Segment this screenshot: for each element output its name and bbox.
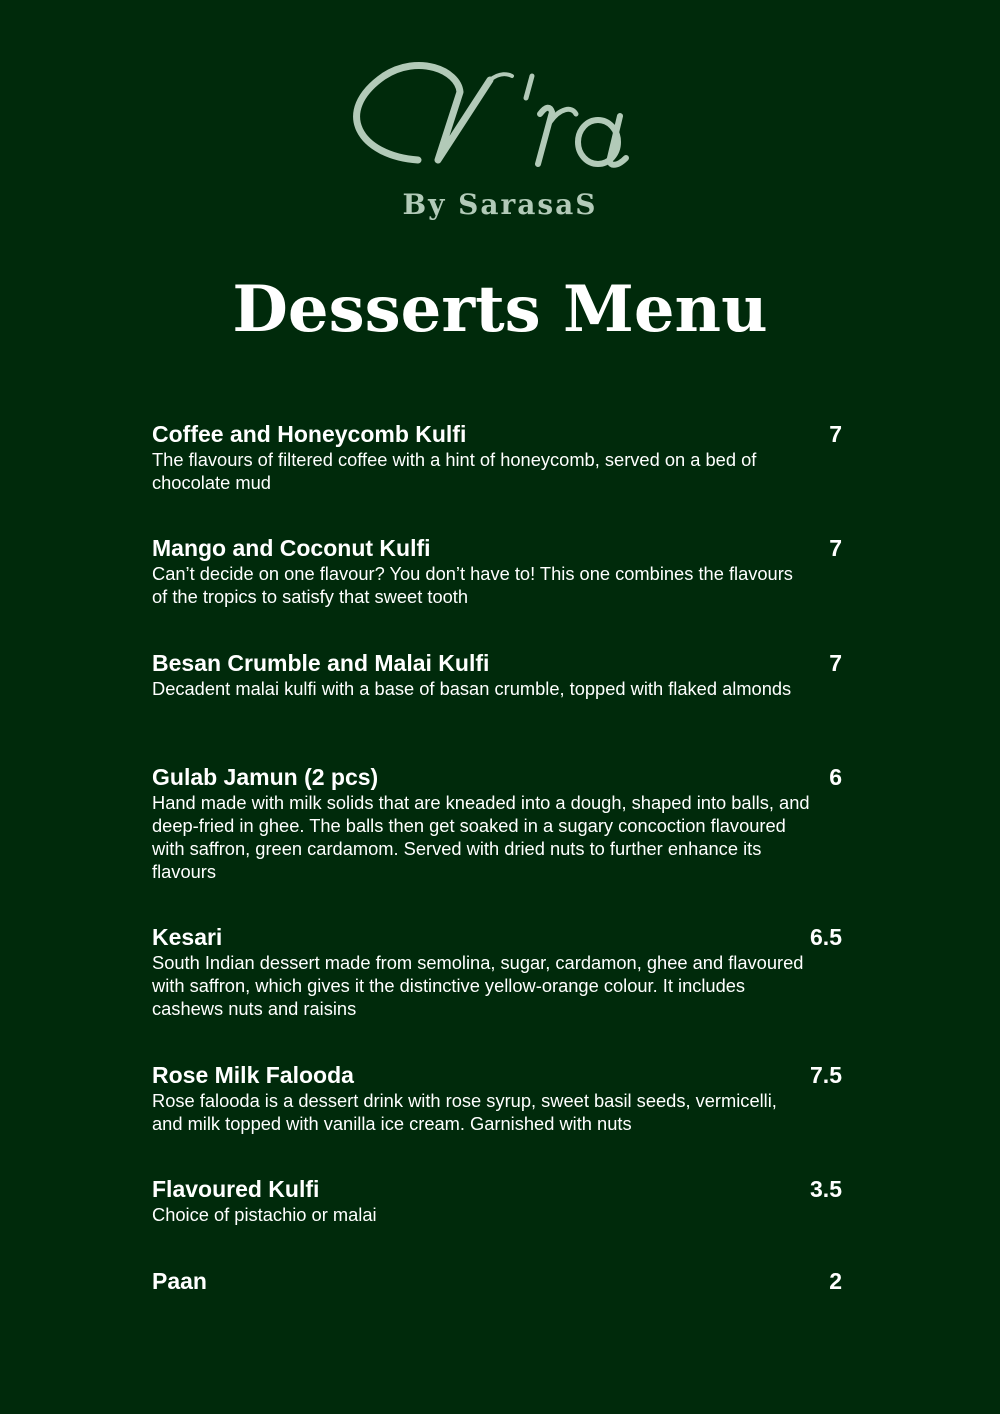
menu-item-name: Kesari [152,924,223,950]
menu-item [152,763,842,883]
menu-item-name: Rose Milk Falooda [152,1062,354,1088]
brand-logo [0,52,1000,232]
page-title: Desserts Menu [232,272,768,347]
menu-item [152,923,842,1020]
menu-item-description: The flavours of filtered coffee with a hint of honeycomb, served on a bed of chocolate mud [152,449,757,493]
menu-item-name: Flavoured Kulfi [152,1176,320,1202]
menu-item [152,1267,842,1295]
menu-item [152,649,842,700]
menu-item-description: Choice of pistachio or malai [152,1204,377,1225]
menu-item-name: Besan Crumble and Malai Kulfi [152,650,490,676]
menu-item [152,1175,842,1226]
menu-item-name: Paan [152,1268,207,1294]
menu-item-price: 7.5 [810,1062,842,1088]
menu-item-description: Decadent malai kulfi with a base of basan crumble, topped with flaked almonds [152,678,792,699]
brand-logo-graphic [340,52,660,227]
menu-item-name: Mango and Coconut Kulfi [152,535,431,561]
menu-item-description: Rose falooda is a dessert drink with rose syrup, sweet basil seeds, vermicelli, and milk topped with vanilla ice cream. Garnished with nuts [152,1090,777,1134]
brand-tagline: By SarasaS [402,188,598,221]
menu-item-name: Coffee and Honeycomb Kulfi [152,421,467,447]
menu-item-description: Hand made with milk solids that are kneaded into a dough, shaped into balls, and deep-fried in ghee. The balls then get soaked in a sugary concoction flavoured with saffron, green cardamom. Served with dried nuts to further enhance its flavours [152,792,810,882]
menu-item-description: Can’t decide on one flavour? You don’t have to! This one combines the flavours of the tropics to satisfy that sweet tooth [152,563,793,607]
menu-item-price: 6 [829,764,842,790]
menu-item [152,1061,842,1135]
menu-item-price: 7 [829,650,842,676]
menu-item [152,420,842,494]
menu-item-price: 7 [829,421,842,447]
menu-item [152,534,842,608]
menu-item-price: 6.5 [810,924,842,950]
menu-item-price: 7 [829,535,842,561]
menu-item-name: Gulab Jamun (2 pcs) [152,764,379,790]
menu-item-description: South Indian dessert made from semolina, sugar, cardamon, ghee and flavoured with saffron, which gives it the distinctive yellow-orange colour. It includes cashews nuts and raisins [152,952,804,1019]
menu-item-price: 2 [829,1268,842,1294]
menu-item-price: 3.5 [810,1176,842,1202]
